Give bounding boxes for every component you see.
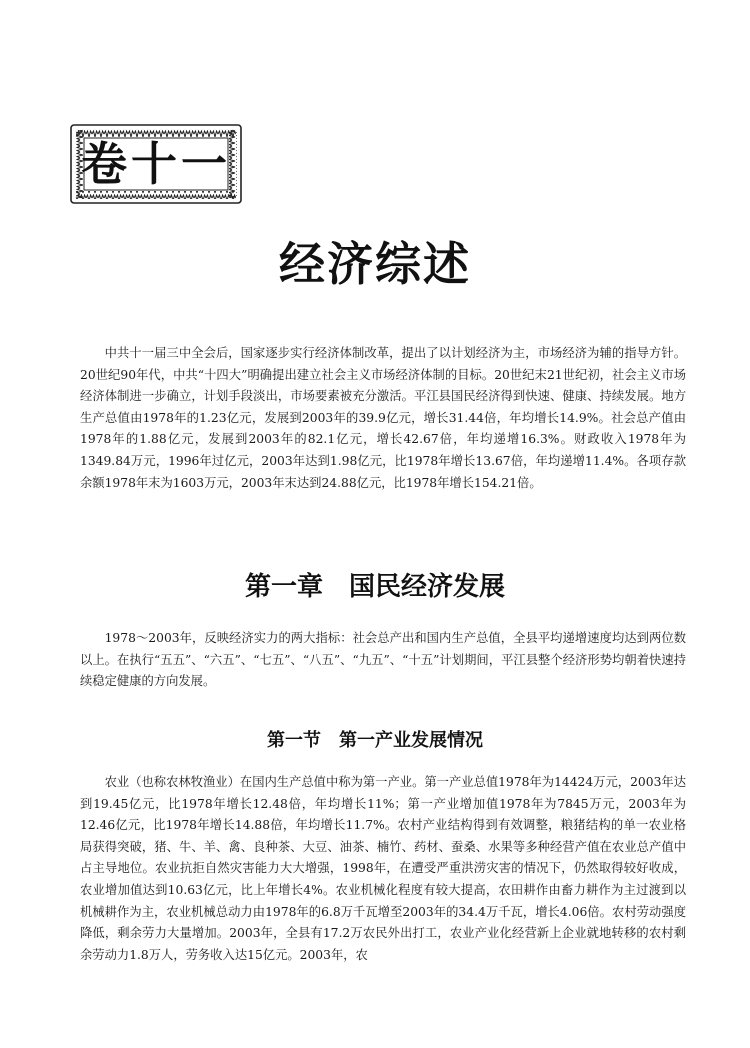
intro-paragraph: 中共十一届三中全会后，国家逐步实行经济体制改革，提出了以计划经济为主，市场经济为辅的指导方针。20世纪90年代，中共“十四大”明确提出建立社会主义市场经济体制的目标。20世纪末21世纪初，社会主义市场经济体制进一步确立，计划手段淡出，市场要素被充分激活。平江县国民经济得到快速、健康、持续发展。地方生产总值由1978年的1.23亿元，发展到2003年的39.9亿元，增长31.44倍，年均增长14.9%。社会总产值由1978年的1.88亿元，发展到2003年的82.1亿元，增长42.67倍，年均递增16.3%。财政收入1978年为1349.84万元，1996年过亿元，2003年达到1.98亿元，比1978年增长13.67倍，年均递增11.4%。各项存款余额1978年末为1603万元，2003年末达到24.88亿元，比1978年增长154.21倍。 xyxy=(80,346,686,490)
page-title: 经济综述 xyxy=(279,237,471,291)
section-title: 第一节 第一产业发展情况 xyxy=(267,730,483,751)
volume-label: 卷十一 xyxy=(81,137,231,191)
chapter-title: 第一章 国民经济发展 xyxy=(244,572,505,602)
section-paragraph: 农业（也称农林牧渔业）在国内生产总值中称为第一产业。第一产业总值1978年为14424万元，2003年达到19.45亿元，比1978年增长12.48倍，年均增长11%；第一产业增加值1978年为7845万元，2003年为12.46亿元，比1978年增长14.88倍，年均增长11.7%。农村产业结构得到有效调整，粮猪结构的单一农业格局获得突破，猪、牛、羊、禽、良种茶、大豆、油茶、楠竹、药材、蚕桑、水果等多种经营产值在农业总产值中占主导地位。农业抗拒自然灾害能力大大增强，1998年，在遭受严重洪涝灾害的情况下，仍然取得较好收成，农业增加值达到10.63亿元，比上年增长4%。农业机械化程度有较大提高，农田耕作由畜力耕作为主过渡到以机械耕作为主，农业机械总动力由1978年的6.8万千瓦增至2003年的34.4万千瓦，增长4.06倍。农村劳动强度降低，剩余劳力大量增加。2003年，全县有17.2万农民外出打工，农业产业化经营新上企业就地转移的农村剩余劳动力1.8万人，劳务收入达15亿元。2003年，农 xyxy=(80,775,686,962)
chapter-paragraph: 1978～2003年，反映经济实力的两大指标：社会总产出和国内生产总值，全县平均递增速度均达到两位数以上。在执行“五五”、“六五”、“七五”、“八五”、“九五”、“十五”计划期间，平江县整个经济形势均朝着快速持续稳定健康的方向发展。 xyxy=(80,631,686,689)
volume-badge xyxy=(68,122,244,206)
